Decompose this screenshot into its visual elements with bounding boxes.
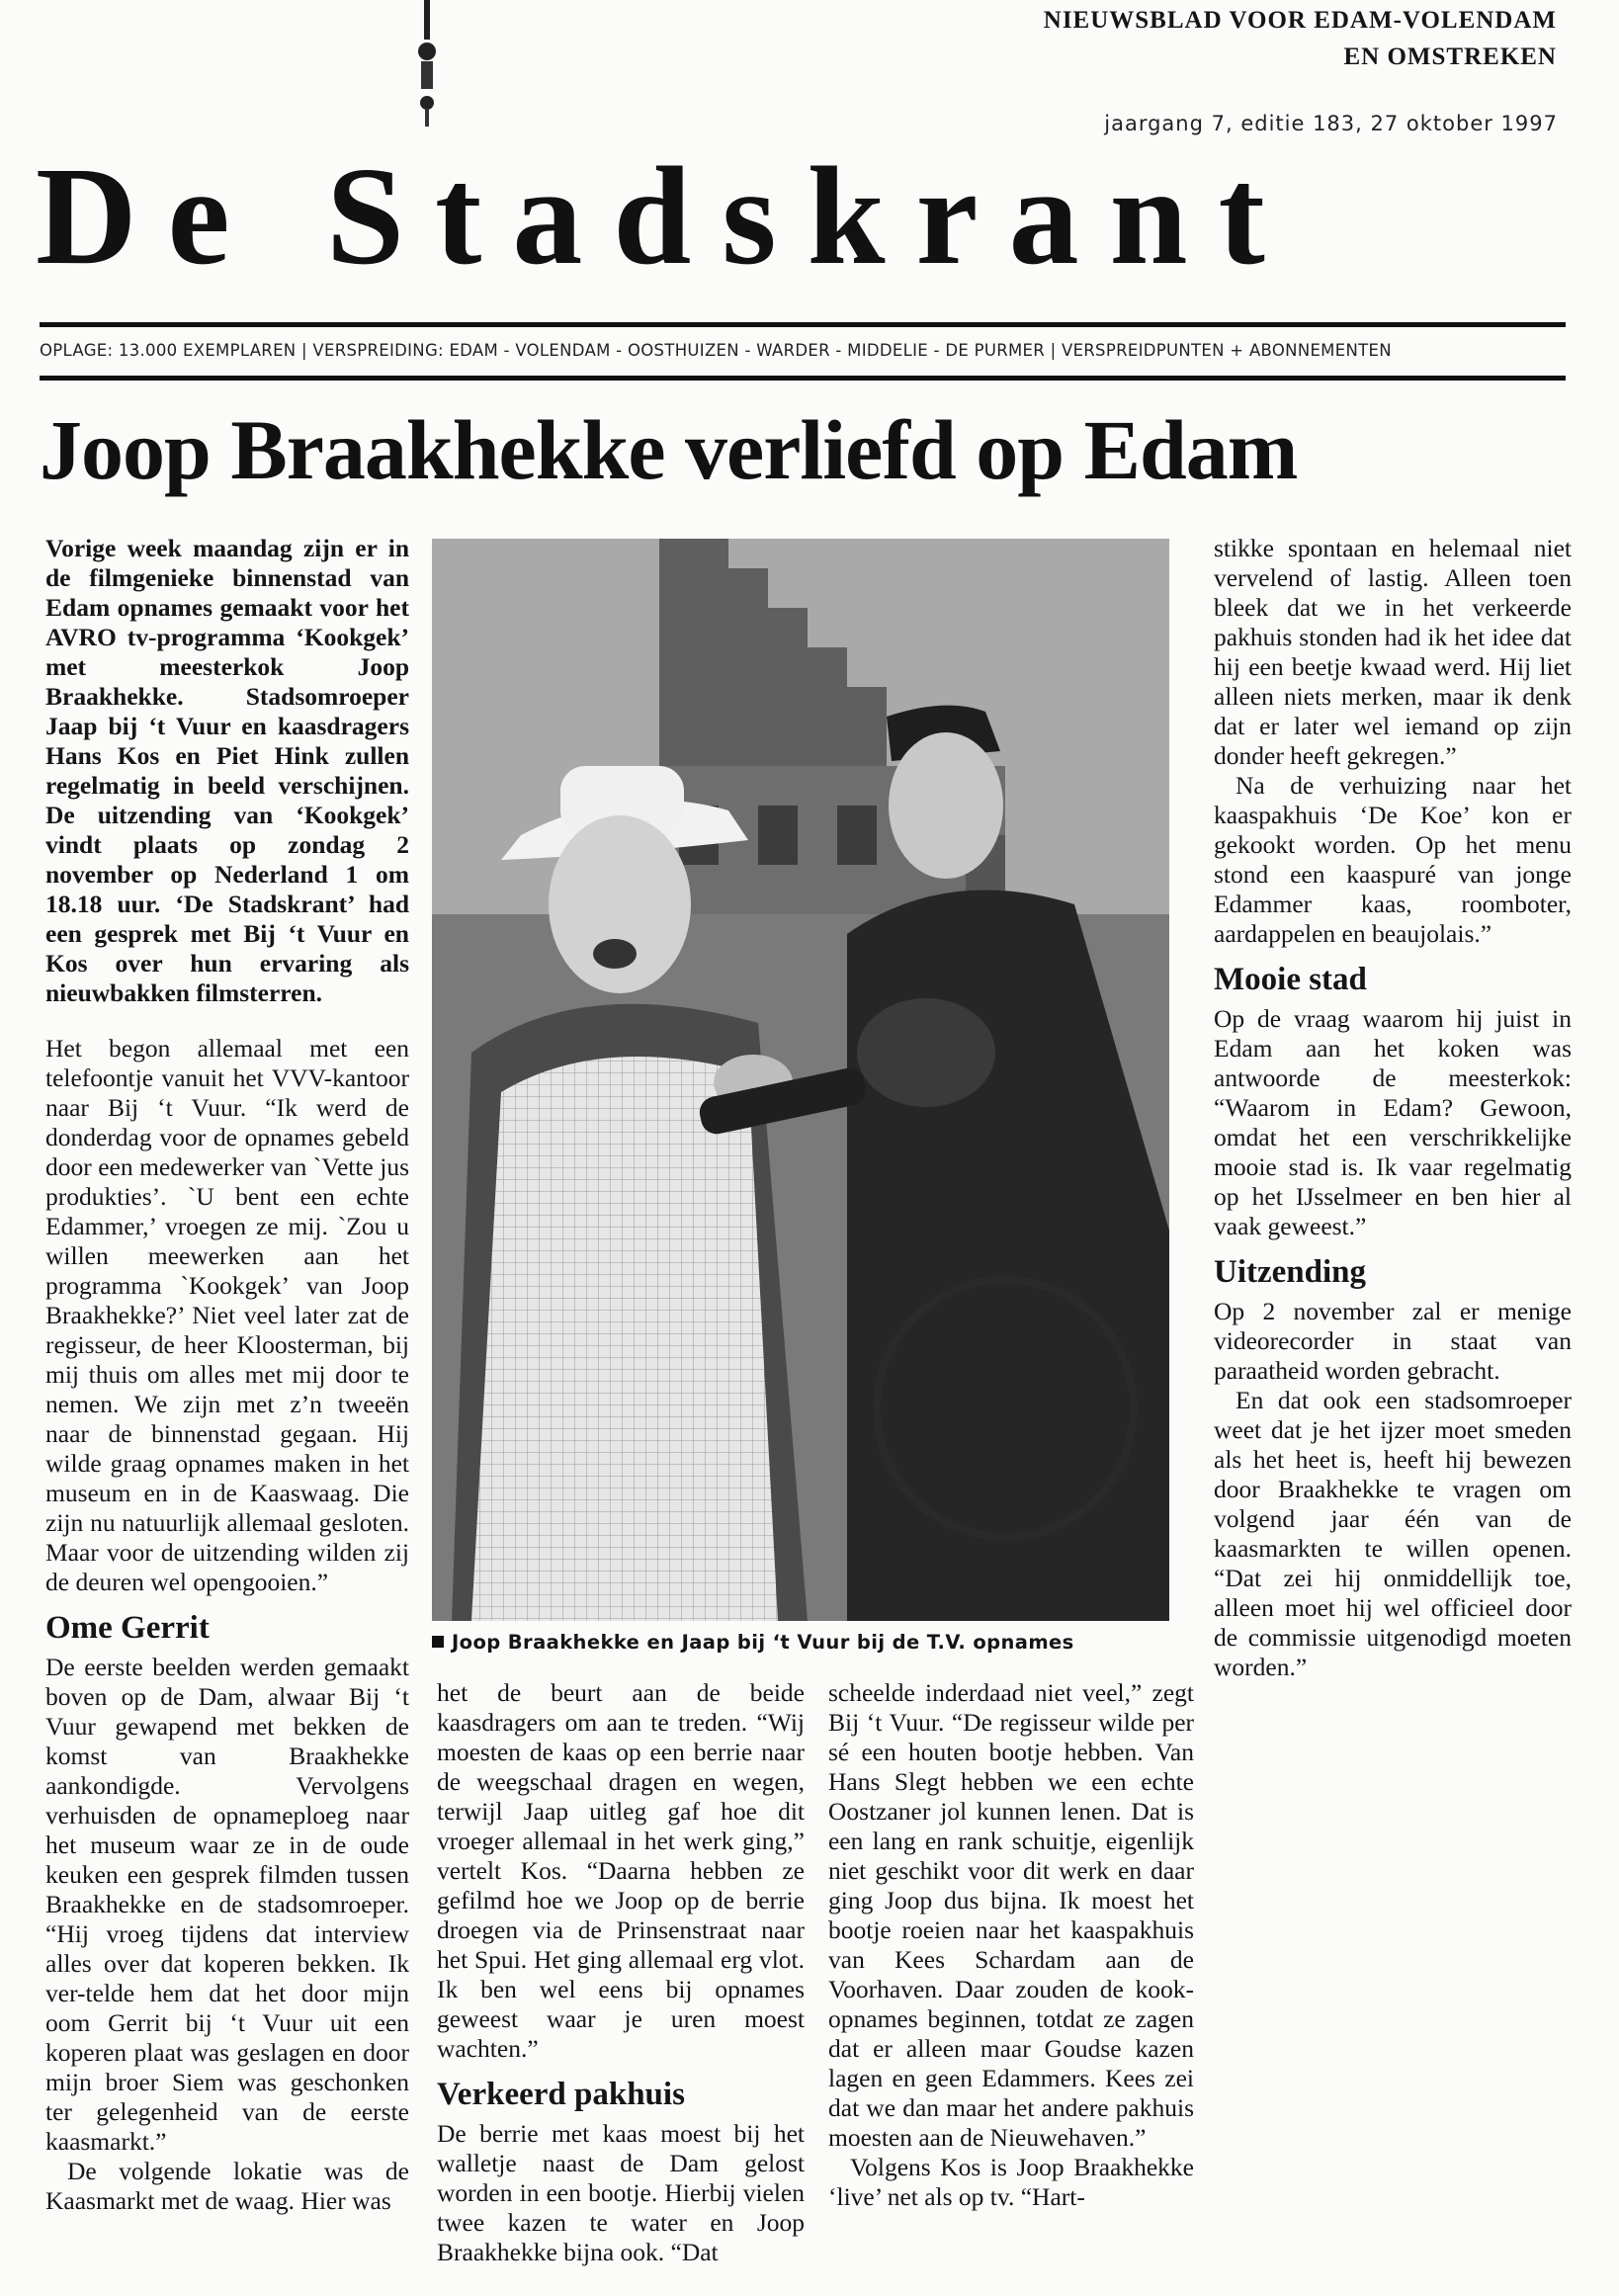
masthead-ornament bbox=[413, 0, 441, 127]
subheading-verkeerd-pakhuis: Verkeerd pakhuis bbox=[437, 2077, 685, 2112]
article-lead: Vorige week maandag zijn er in de filmgenieke binnenstad van Edam opnames gemaakt voor het AVRO tv-programma ‘Kookgek’ met meesterkok Joop Braakhekke. Stadsomroeper Jaap bij ‘t Vuur en kaasdragers Hans Kos en Piet Hink zullen regelmatig in beeld verschijnen. De uitzending van ‘Kookgek’ vindt plaats op zondag 2 november op Nederland 1 om 18.18 uur. ‘De Stadskrant’ had een gesprek met Bij ‘t Vuur en Kos over hun ervaring als nieuwbakken filmsterren. bbox=[45, 534, 409, 1007]
subheading-ome-gerrit: Ome Gerrit bbox=[45, 1610, 210, 1646]
col1-paragraph-2: De eerste beelden werden gemaakt boven op de Dam, alwaar Bij ‘t Vuur gewapend met bekken de komst van Braakhekke aankondigde. Vervolgens verhuisden de opnameploeg naar het museum waar ze in de oude keuken een gesprek filmden tussen Braakhekke en de stadsomroeper. “Hij vroeg tijdens dat interview alles over dat koperen bekken. Ik ver-telde hem dat het door mijn oom Gerrit bij ‘t Vuur uit een koperen plaat was geslagen en door mijn broer Siem was geschonken ter gelegenheid van de eerste kaasmarkt.” bbox=[45, 1653, 409, 2156]
article-column-4 bbox=[1214, 534, 1572, 1682]
masthead-subtitle-line2: EN OMSTREKEN bbox=[1343, 43, 1557, 70]
col4-paragraph-5: En dat ook een stadsomroeper weet dat je het ijzer moet smeden als het heet is, heeft hij bewezen door Braakhekke te vragen om volgend jaar één van de kaasmarkten te willen openen. “Dat zei hij onmiddellijk toe, alleen moet hij wel officieel door de commissie uitgenodigd moeten worden.” bbox=[1214, 1386, 1572, 1681]
distribution-line: OPLAGE: 13.000 EXEMPLAREN | VERSPREIDING: EDAM - VOLENDAM - OOSTHUIZEN - WARDER - MIDDELIE - DE PURMER | VERSPREIDPUNTEN + ABONNEMENTEN bbox=[40, 341, 1392, 360]
photo-caption bbox=[432, 1631, 1203, 1654]
masthead-rule-bottom bbox=[40, 376, 1566, 381]
photo-illustration bbox=[432, 539, 1169, 1621]
masthead-rule-top bbox=[40, 322, 1566, 327]
masthead-subtitle-line1: NIEUWSBLAD VOOR EDAM-VOLENDAM bbox=[1043, 7, 1557, 34]
col4-paragraph-2: Na de verhuizing naar het kaaspakhuis ‘De Koe’ kon er gekookt worden. Op het menu stond een kaaspuré van jonge Edammer kaas, roomboter, aardappelen en beaujolais.” bbox=[1214, 771, 1572, 948]
col2-paragraph-2: De berrie met kaas moest bij het walletje naast de Dam gelost worden in een bootje. Hierbij vielen twee kazen te water en Joop Braakhekke bijna ook. “Dat bbox=[437, 2119, 805, 2266]
col3-paragraph-2: Volgens Kos is Joop Braakhekke ‘live’ net als op tv. “Hart- bbox=[828, 2153, 1194, 2211]
edition-info: jaargang 7, editie 183, 27 oktober 1997 bbox=[1104, 112, 1558, 135]
article-column-2 bbox=[437, 1678, 805, 2267]
article-column-1 bbox=[45, 534, 409, 2216]
col4-paragraph-4: Op 2 november zal er menige videorecorder in staat van paraatheid worden gebracht. bbox=[1214, 1297, 1572, 1385]
col1-paragraph-3: De volgende lokatie was de Kaasmarkt met de waag. Hier was bbox=[45, 2157, 409, 2215]
col2-paragraph-1: het de beurt aan de beide kaasdragers om aan te treden. “Wij moesten de kaas op een berrie naar de weegschaal dragen en wegen, terwijl Jaap uitleg gaf hoe dit vroeger allemaal in het werk ging,” vertelt Kos. “Daarna hebben ze gefilmd hoe we Joop op de berrie droegen via de Prinsenstraat naar het Spui. Het ging allemaal erg vlot. Ik ben wel eens bij opnames geweest waar je uren moest wachten.” bbox=[437, 1678, 805, 2063]
article-column-3 bbox=[828, 1678, 1194, 2212]
newspaper-title: De Stadskrant bbox=[36, 137, 1296, 294]
subheading-uitzending: Uitzending bbox=[1214, 1254, 1367, 1290]
photo-caption-text: Joop Braakhekke en Jaap bij ‘t Vuur bij de T.V. opnames bbox=[452, 1631, 1074, 1654]
col1-paragraph-1: Het begon allemaal met een telefoontje vanuit het VVV-kantoor naar Bij ‘t Vuur. “Ik werd de donderdag voor de opnames gebeld door een medewerker van `Vette jus produkties’. `U bent een echte Edammer,’ vroegen ze mij. `Zou u willen meewerken aan het programma `Kookgek’ van Joop Braakhekke?’ Niet veel later zat de regisseur, de heer Kloosterman, bij mij thuis om alles met mij door te nemen. We zijn met z’n tweeën naar de binnenstad gegaan. Hij wilde graag opnames maken in het museum en in de Kaaswaag. Die zijn nu natuurlijk allemaal gesloten. Maar voor de uitzending wilden zij de deuren wel opengooien.” bbox=[45, 1034, 409, 1596]
col4-paragraph-1: stikke spontaan en helemaal niet vervelend of lastig. Alleen toen bleek dat we in het verkeerde pakhuis stonden had ik het idee dat hij een beetje kwaad werd. Hij liet alleen niets merken, maar ik denk dat er later wel iemand op zijn donder heeft gekregen.” bbox=[1214, 534, 1572, 770]
subheading-mooie-stad: Mooie stad bbox=[1214, 962, 1367, 997]
article-headline: Joop Braakhekke verliefd op Edam bbox=[40, 402, 1298, 497]
article-photo bbox=[432, 539, 1169, 1621]
col4-paragraph-3: Op de vraag waarom hij juist in Edam aan het koken was antwoorde de meesterkok: “Waarom in Edam? Gewoon, omdat het een verschrikkelijke mooie stad is. Ik vaar regelmatig op het IJsselmeer en ben hier al vaak geweest.” bbox=[1214, 1004, 1572, 1240]
caption-bullet bbox=[432, 1636, 444, 1648]
masthead-subtitle bbox=[1044, 2, 1557, 75]
col3-paragraph-1: scheelde inderdaad niet veel,” zegt Bij ‘t Vuur. “De regisseur wilde per sé een houten bootje hebben. Van Hans Slegt hebben we een echte Oostzaner jol kunnen lenen. Dat is een lang en rank schuitje, eigenlijk niet geschikt voor dit werk en daar ging Joop dus bijna. Ik moest het bootje roeien naar het kaaspakhuis van Kees Schardam aan de Voorhaven. Daar zouden de kook-opnames beginnen, totdat ze zagen dat er alleen maar Goudse kazen lagen en geen Edammers. Kees zei dat we dan maar het andere pakhuis moesten aan de Nieuwehaven.” bbox=[828, 1678, 1194, 2152]
